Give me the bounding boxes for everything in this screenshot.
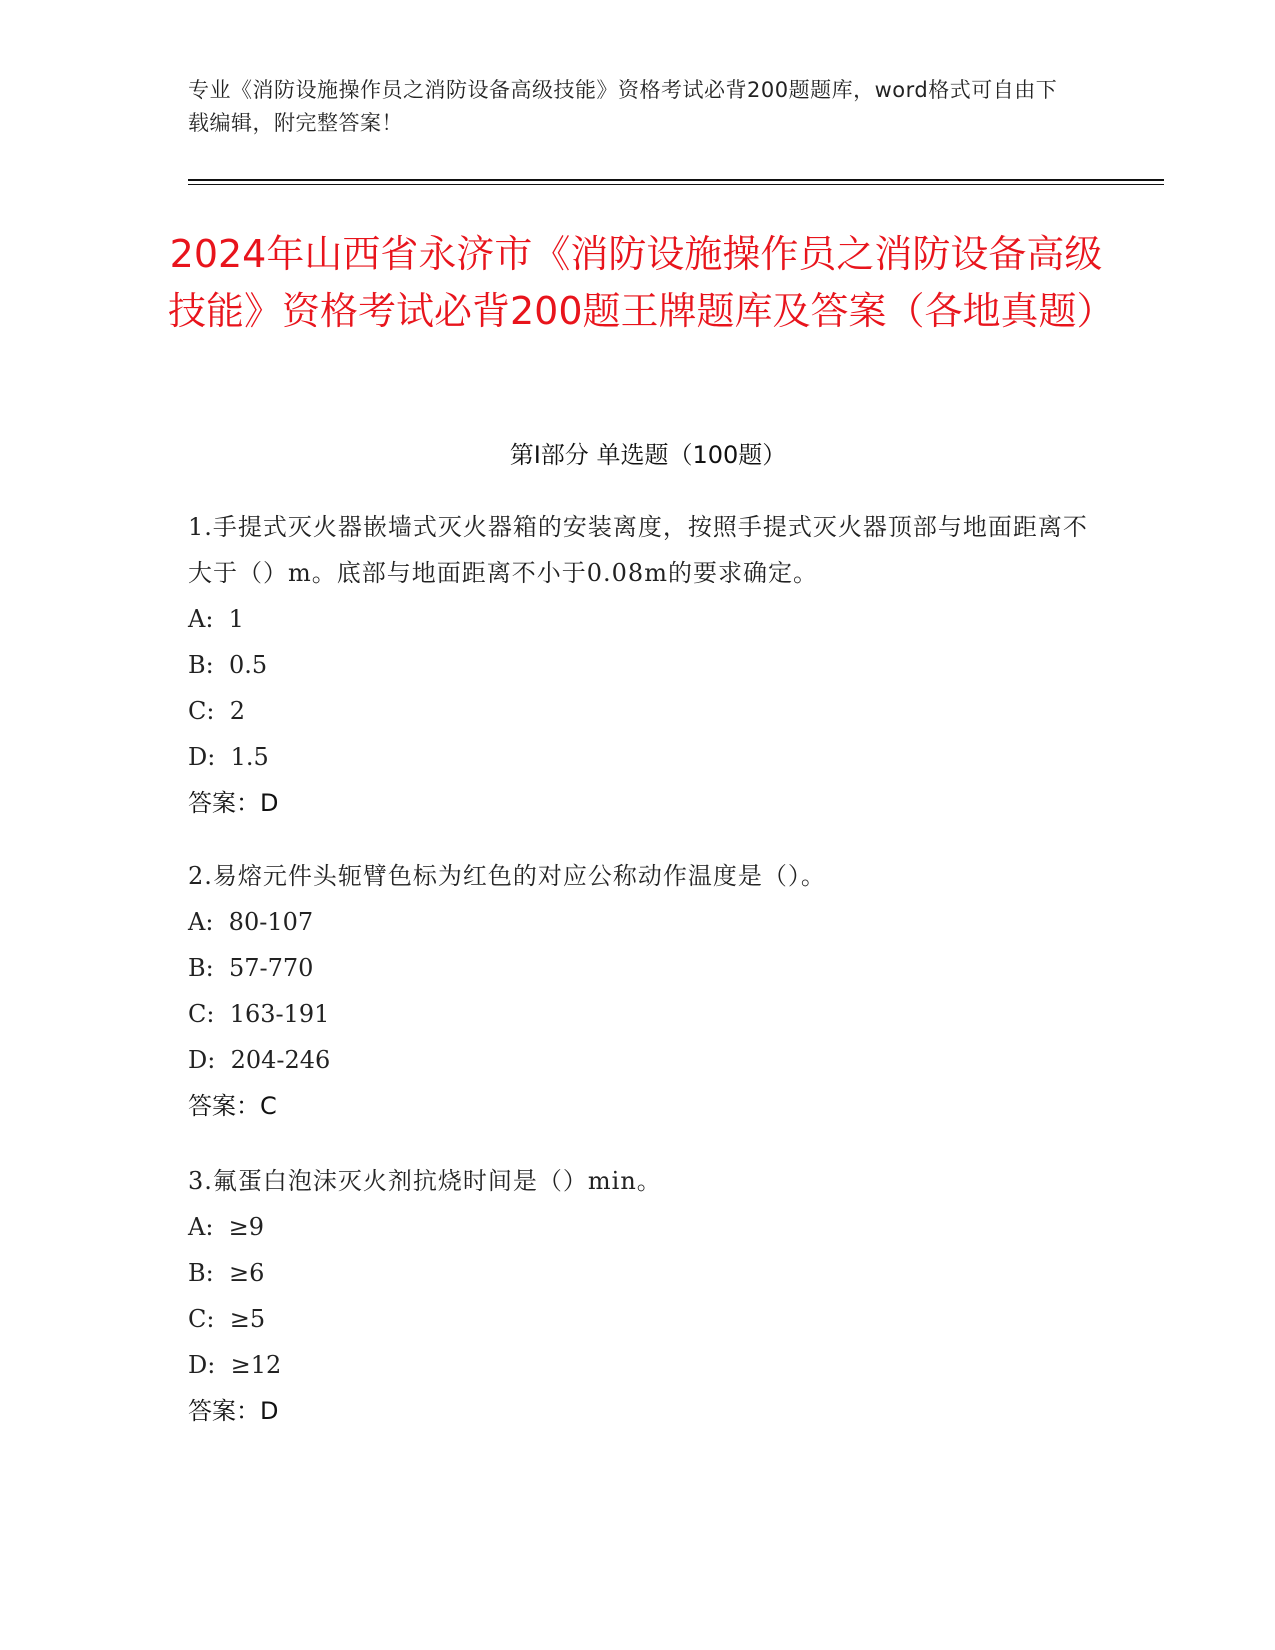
document-title: 2024年山西省永济市《消防设施操作员之消防设备高级技能》资格考试必背200题王牌题库及答案（各地真题） (168, 232, 1115, 333)
question-stem: 3.氟蛋白泡沫灭火剂抗烧时间是（）min。 (188, 1167, 662, 1195)
question-3 (188, 1158, 1088, 1434)
answer: 答案：D (188, 789, 279, 817)
option-a: A: 1 (188, 605, 244, 633)
option-b: B: 57-770 (188, 954, 314, 982)
option-c: C: 163-191 (188, 1000, 330, 1028)
option-a: A: 80-107 (188, 908, 314, 936)
question-stem: 1.手提式灭火器嵌墙式灭火器箱的安装离度，按照手提式灭火器顶部与地面距离不大于（）m。底部与地面距离不小于0.08m的要求确定。 (188, 513, 1088, 587)
option-a: A: ≥9 (188, 1213, 265, 1241)
question-stem: 2.易熔元件头轭臂色标为红色的对应公称动作温度是（）。 (188, 862, 826, 890)
option-b: B: ≥6 (188, 1259, 265, 1287)
header-rule-thin (188, 184, 1164, 185)
section-title: 第I部分 单选题（100题） (509, 441, 787, 469)
header-rule-thick (188, 179, 1164, 181)
answer: 答案：C (188, 1092, 277, 1120)
option-b: B: 0.5 (188, 651, 268, 679)
question-1 (188, 504, 1088, 826)
question-2 (188, 853, 1088, 1129)
header-note: 专业《消防设施操作员之消防设备高级技能》资格考试必背200题题库，word格式可自由下载编辑，附完整答案！ (188, 78, 1058, 135)
option-d: D: 204-246 (188, 1046, 331, 1074)
option-d: D: 1.5 (188, 743, 269, 771)
option-c: C: ≥5 (188, 1305, 266, 1333)
option-d: D: ≥12 (188, 1351, 282, 1379)
option-c: C: 2 (188, 697, 245, 725)
answer: 答案：D (188, 1397, 279, 1425)
